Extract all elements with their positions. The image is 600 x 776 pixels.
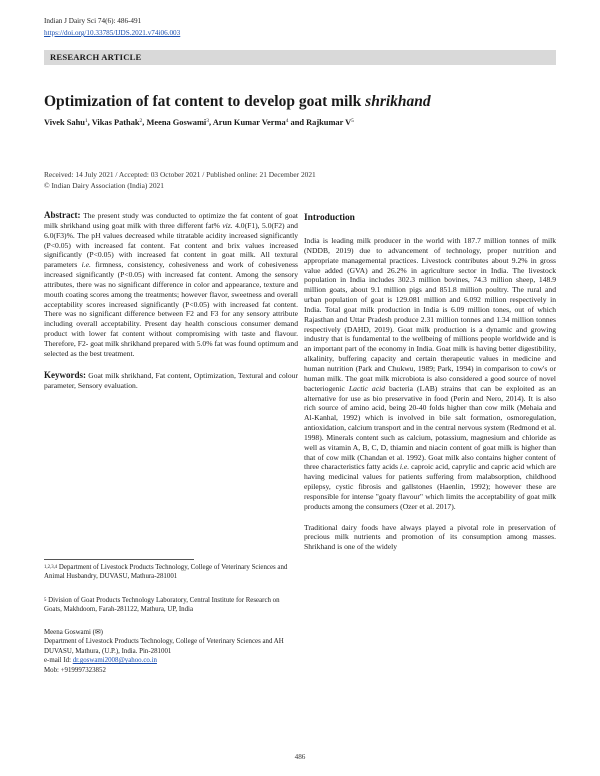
corr-email-link[interactable]: dr.goswami2008@yahoo.co.in (72, 657, 157, 665)
abstract-ie: i.e. (81, 260, 91, 270)
publication-dates: Received: 14 July 2021 / Accepted: 03 October 2021 / Published online: 21 December 2021 (44, 170, 316, 179)
aff2-sup: 5 (44, 598, 47, 603)
aff1-sup: 1,2,3,4 (44, 565, 58, 570)
abstract (44, 211, 298, 359)
author-name: Meena Goswami (146, 118, 207, 127)
corr-email-label: e-mail Id: (44, 657, 73, 665)
intro-ie: i.e. (399, 462, 410, 472)
footnote-separator (44, 559, 194, 560)
intro-paragraph-1 (304, 236, 556, 512)
abstract-viz: viz. (222, 220, 233, 230)
title-italic: shrikhand (365, 93, 431, 110)
author-sup: 4 (285, 118, 289, 124)
abstract-text: The present study was conducted to optimize the fat content of goat milk shrikhand using goat milk with three different fat% (44, 211, 298, 230)
author-list: Vivek Sahu$^1$, Vikas Pathak$^2$, Meena Goswami$^3$, Arun Kumar Verma$^4$ and Rajkumar $V^5$ (44, 118, 354, 127)
abstract-text: firmness, consistency, cohesiveness and work of cohesiveness increased significantly (P<0.05) with increased fat content. Among the sensory attributes, there was no significant difference in color and appearance, texture and mouth coating scores among the treatments; however flavor, sweetness and overall acceptability scores increased significantly (P<0.05) with increased fat content. There was no significant difference between F2 and F3 for any sensory attribute including overall acceptability. Present day health conscious consumer demand product with lower fat content without compromising with taste and flavour. Therefore, F2- goat milk shrikhand prepared with 5.0% fat was found optimum and selected as the best treatment. (44, 260, 298, 358)
author-sup: 2 (139, 118, 143, 124)
corr-mob: Mob: +919997323852 (44, 666, 106, 674)
corr-name: Meena Goswami (✉) (44, 629, 103, 636)
right-column (304, 212, 556, 552)
author-name: Vivek Sahu (44, 118, 85, 127)
title-main: Optimization of fat content to develop goat milk (44, 93, 366, 110)
paper-title (44, 92, 564, 112)
article-type-label: RESEARCH ARTICLE (50, 52, 142, 62)
page-number: 486 (294, 753, 306, 761)
journal-citation: Indian J Dairy Sci 74(6): 486-491 (44, 17, 142, 25)
abstract-text: 4.0(F1), 5.0(F2) and 6.0(F3)%. The pH values decreased while titratable acidity increased significantly (P<0.05) with increased fat content. Fat content and brix values increased significantly (P<0.05) with increased fat content in goat milk. All textural parameters (44, 220, 298, 270)
intro-text: bacteria (LAB) strains that can be exploited as an alternative for use as bio preservative in food (Perin and Nero, 2014). It is also rich source of amino acid, being 20-40 folds higher than cow milk (Mehaia and Al-Kanhal, 1992) which is involved in bile salt formation, osmoregulation, antioxidation, calcium transport and in the central nervous system (Redmond et al. 1998). Minerals content such as calcium, potassium, magnesium and chloride as well as vitamin A, B, C, D, thiamin and niacin content of goat milk is higher than that of cow milk (Chandan et al. 1992). Goat milk also contains higher content of three characteristics fatty acids (304, 383, 557, 472)
author-sup: 3 (206, 118, 210, 124)
keywords-text: Goat milk shrikhand, Fat content, Optimization, Textural and colour parameter, Sensory evaluation. (44, 370, 298, 390)
aff1-text: Department of Livestock Products Technology, College of Veterinary Sciences and Animal Husbandry, DUVASU, Mathura-281001 (44, 564, 288, 581)
intro-text: India is leading milk producer in the world with 187.7 million tonnes of milk (NDDB, 2019) due to advancement of technology, proper nutrition and appropriate managemental practices. Livestock contributes about 9.2% in gross value added (GVA) and 26.2% in agriculture sector in India. The livestock population in India includes 302.3 million bovines, 74.3 million sheep, 148.9 million goats, about 9.1 million pigs and 851.8 million poultry. The rural and urban population of goat is 129.081 million and 6.092 million respectively in India. Total goat milk production in India is 6.09 million tones, out of which Rajasthan and Uttar Pradesh produce 2.31 million tonnes and 1.34 million tonnes respectively (DAHD, 2019). Goat milk production is a dynamic and growing industry that is fundamental to the wellbeing of millions people worldwide and is an important part of the economy in India. Goat milk is having better digestibility, alkalinity, buffering capacity and certain therapeutic values in medicine and human nutrition (Park and Chukwu, 1989; Park, 1994) in comparison to cow's or human milk. The goat milk microbiota is also considered a good source of novel bacteriogenic (304, 236, 556, 393)
author-name: Rajkumar V (306, 118, 352, 127)
intro-paragraph-2: Traditional dairy foods have always played a pivotal role in preservation of precious milk nutrients and promotion of its consumption among masses. Shrikhand is one of the widely (304, 522, 556, 552)
copyright: © Indian Dairy Association (India) 2021 (44, 181, 164, 190)
aff2-text: Division of Goat Products Technology Laboratory, Central Institute for Research on Goats, Makhdoom, Farah-281122, Mathura, UP, India (44, 597, 280, 614)
intro-italic: Lactic acid (348, 383, 385, 393)
author-sup: 5 (351, 118, 354, 124)
keywords-heading: Keywords: (44, 369, 86, 380)
abstract-heading: Abstract: (44, 210, 81, 220)
intro-heading: Introduction (304, 213, 355, 223)
corr-email-line (44, 656, 296, 665)
doi-link[interactable]: https://doi.org/10.33785/IJDS.2021.v74i06.003 (44, 29, 181, 37)
corresponding-author (44, 628, 296, 675)
corr-dept: Department of Livestock Products Technology, College of Veterinary Sciences and AH (44, 638, 284, 646)
corr-addr: DUVASU, Mathura, (U.P.), India. Pin-281001 (44, 647, 172, 655)
left-column (44, 211, 298, 390)
affiliation-2 (44, 596, 296, 615)
keywords (44, 371, 298, 391)
affiliation-1 (44, 563, 296, 582)
intro-text: caproic acid, caprylic and capric acid which are having medicinal values for patients suffering from malabsorption, childhood epilepsy, cystic fibrosis and gallstones (Haenlin, 1992); however these are responsible for intense "goaty flavour" which limits the acceptability of goat milk products among the consumers (Ozer et al. 2017). (304, 462, 556, 511)
author-sup: 1 (84, 118, 88, 124)
author-name: Vikas Pathak (91, 118, 140, 127)
author-name: Arun Kumar Verma (212, 118, 286, 127)
